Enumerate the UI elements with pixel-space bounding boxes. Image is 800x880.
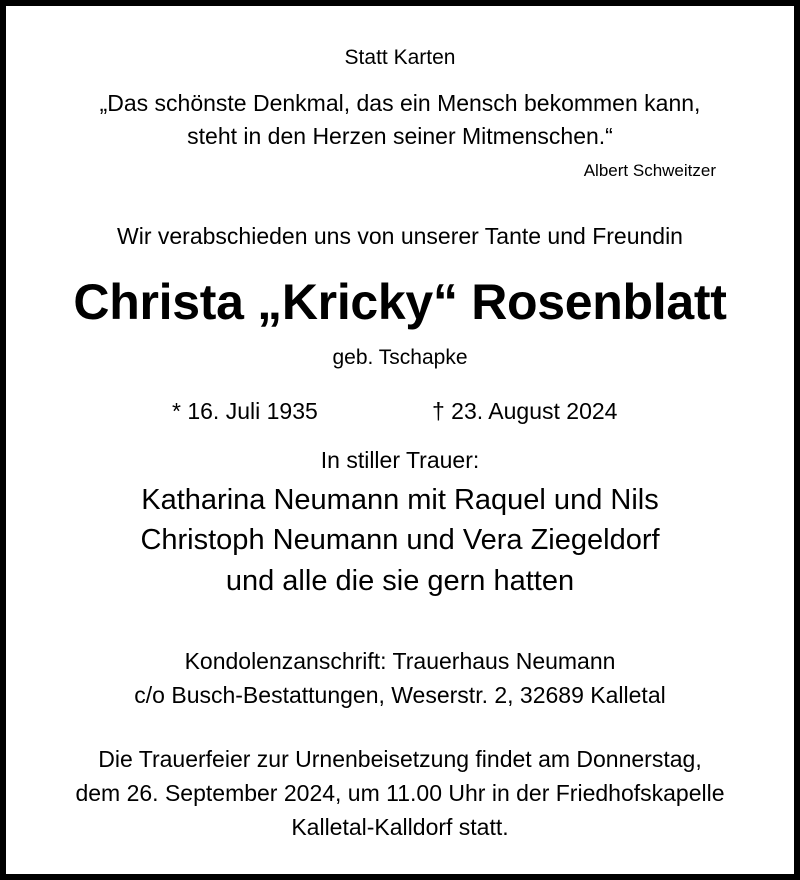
quote-line-1: „Das schönste Denkmal, das ein Mensch bekommen kann, (99, 90, 701, 116)
death-date: † 23. August 2024 (432, 398, 618, 424)
header-text: Statt Karten (344, 46, 456, 69)
mourners-heading: In stiller Trauer: (320, 447, 480, 473)
birth-name: geb. Tschapke (332, 346, 468, 369)
ceremony-line-3: Kalletal-Kalldorf statt. (291, 814, 509, 840)
deceased-name: Christa „Kricky“ Rosenblatt (73, 274, 727, 330)
quote-author: Albert Schweitzer (583, 161, 716, 180)
condolence-line-1: Kondolenzanschrift: Trauerhaus Neumann (184, 648, 616, 674)
mourner-line-1: Katharina Neumann mit Raquel und Nils (141, 484, 659, 516)
quote-line-2: steht in den Herzen seiner Mitmenschen.“ (187, 123, 613, 149)
ceremony-line-2: dem 26. September 2024, um 11.00 Uhr in der Friedhofskapelle (75, 780, 725, 806)
mourner-line-3: und alle die sie gern hatten (225, 565, 575, 597)
intro-text: Wir verabschieden uns von unserer Tante und Freundin (117, 223, 683, 249)
ceremony-line-1: Die Trauerfeier zur Urnenbeisetzung findet am Donnerstag, (98, 746, 702, 772)
condolence-line-2: c/o Busch-Bestattungen, Weserstr. 2, 32689 Kalletal (134, 682, 666, 708)
mourner-line-2: Christoph Neumann und Vera Ziegeldorf (140, 524, 660, 556)
birth-date: * 16. Juli 1935 (172, 398, 318, 424)
